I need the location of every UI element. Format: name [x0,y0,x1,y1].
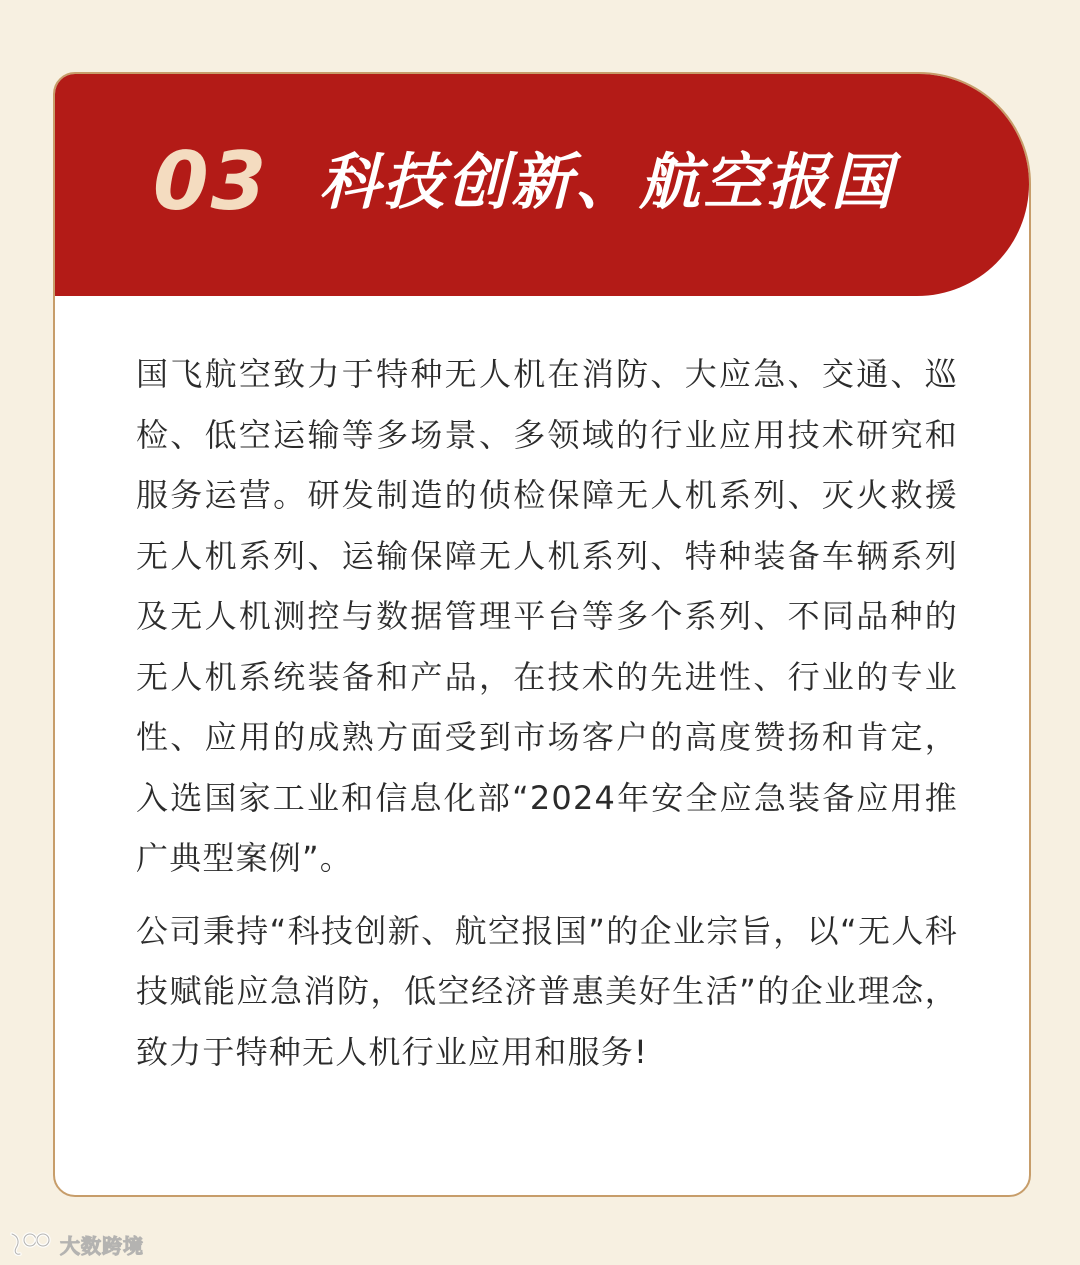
paragraph-2: 公司秉持“科技创新、航空报国”的企业宗旨，以“无人科技赋能应急消防，低空经济普惠美好生活”的企业理念，致力于特种无人机行业应用和服务! [136,911,958,1071]
watermark [8,1228,144,1260]
section-number: 03 [153,135,269,228]
header-band [55,74,1029,296]
paragraph-1: 国飞航空致力于特种无人机在消防、大应急、交通、巡检、低空运输等多场景、多领域的行业应用技术研究和服务运营。研发制造的侦检保障无人机系列、灭火救援无人机系列、运输保障无人机系列、特种装备车辆系列及无人机测控与数据管理平台等多个系列、不同品种的无人机系统装备和产品，在技术的先进性、行业的专业性、应用的成熟方面受到市场客户的高度赞扬和肯定，入选国家工业和信息化部“2024年安全应急装备应用推广典型案例”。 [136,355,958,877]
watermark-text: 大数跨境 [60,1233,144,1258]
section-title: 科技创新、航空报国 [319,147,896,218]
body-text [136,344,958,1094]
brand-logo-icon [8,1230,54,1258]
content-card [53,72,1031,1197]
